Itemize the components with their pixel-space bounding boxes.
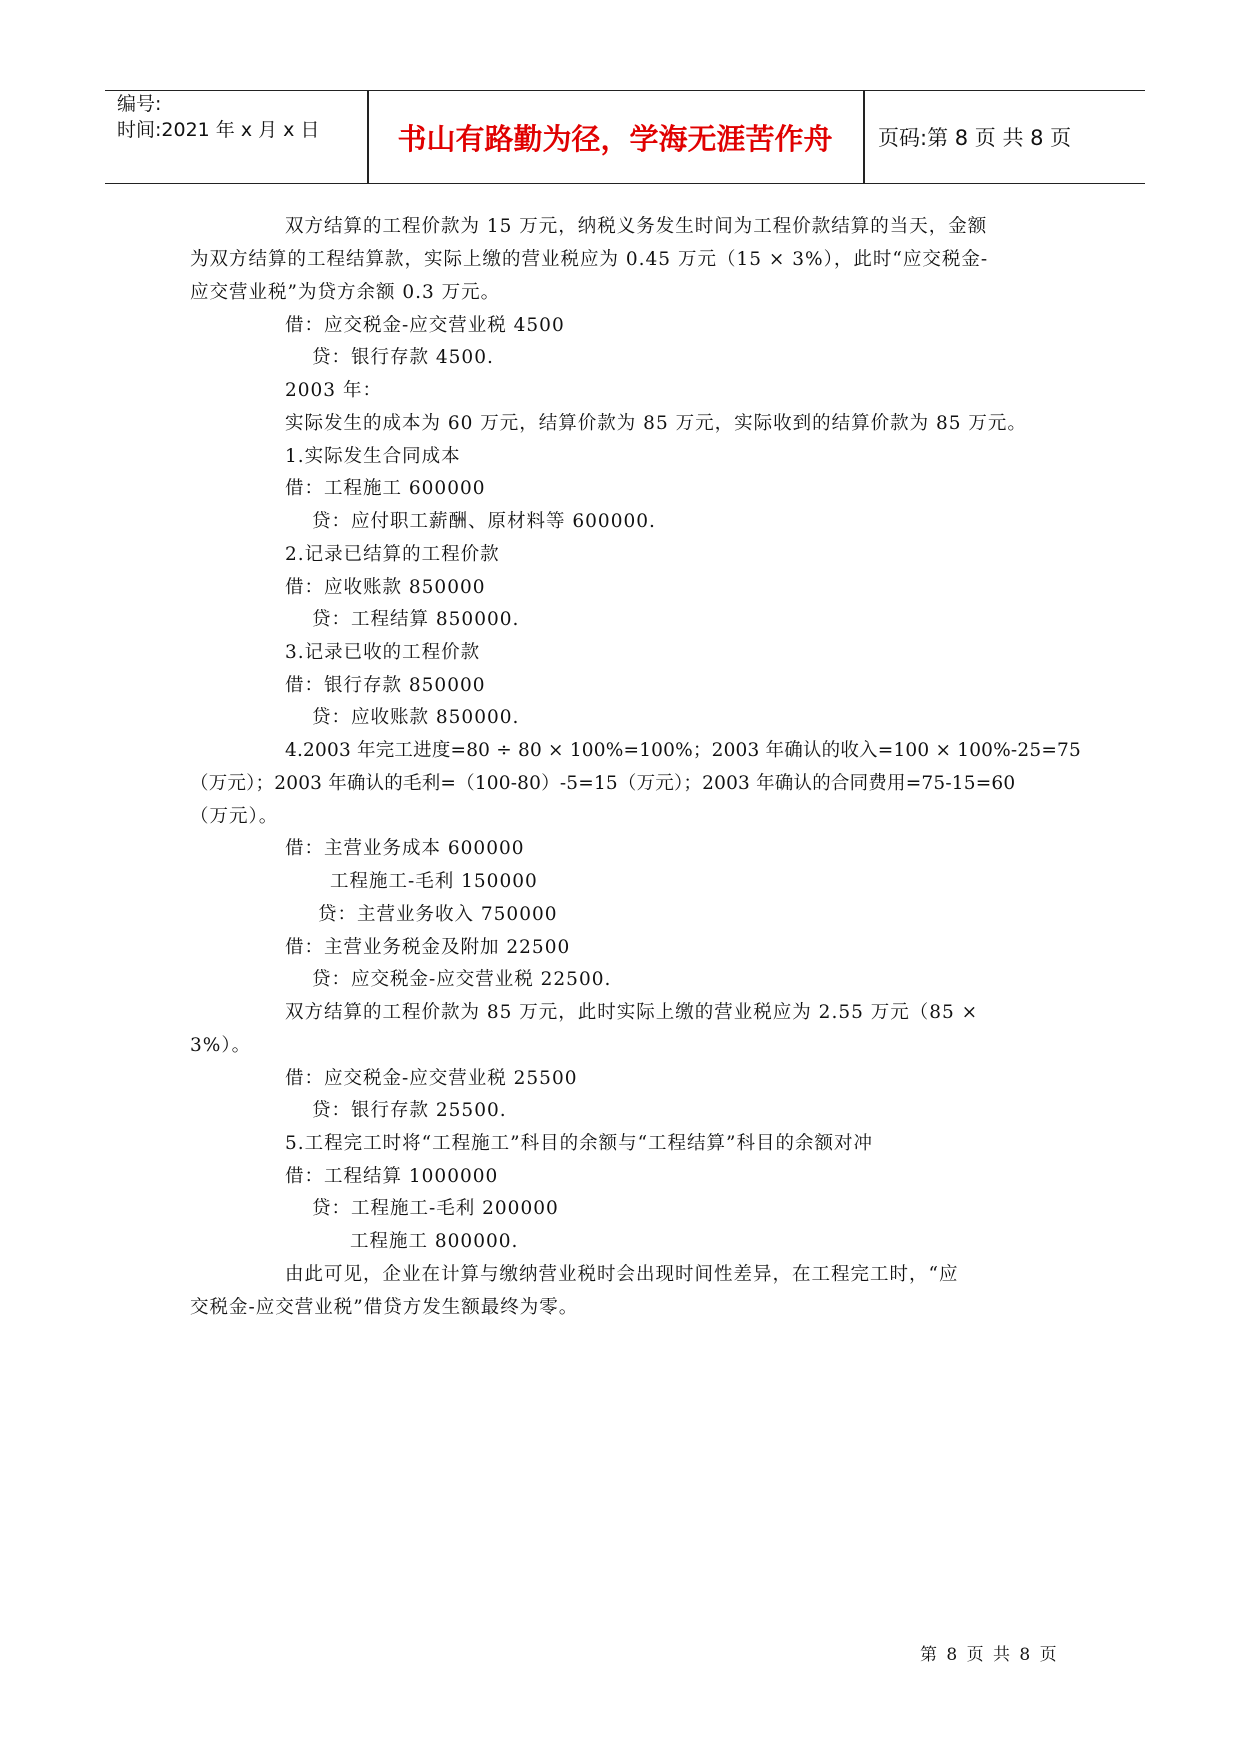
journal-entry-line: 贷：银行存款 4500. xyxy=(312,347,494,368)
paragraph-line: 实际发生的成本为 60 万元，结算价款为 85 万元，实际收到的结算价款为 85 万元。 xyxy=(285,413,1027,434)
page-header xyxy=(105,90,1145,184)
journal-entry-line: 借：主营业务税金及附加 22500 xyxy=(285,937,571,958)
header-motto: 书山有路勤为径，学海无涯苦作舟 xyxy=(397,121,833,156)
journal-entry-line: 贷：银行存款 25500. xyxy=(312,1100,507,1121)
journal-entry-line: 借：工程结算 1000000 xyxy=(285,1166,499,1187)
journal-entry-line: 贷：应收账款 850000. xyxy=(312,707,520,728)
journal-entry-line: 借：应交税金-应交营业税 4500 xyxy=(285,315,565,336)
journal-entry-line: 借：应交税金-应交营业税 25500 xyxy=(285,1068,578,1089)
paragraph-line: 3%）。 xyxy=(190,1035,252,1056)
journal-entry-line: 工程施工 800000. xyxy=(350,1231,519,1252)
journal-entry-line: 借：银行存款 850000 xyxy=(285,675,486,696)
paragraph-line: 应交营业税”为贷方余额 0.3 万元。 xyxy=(190,282,501,303)
journal-entry-line: 贷：应付职工薪酬、原材料等 600000. xyxy=(312,511,656,532)
journal-entry-line: 工程施工-毛利 150000 xyxy=(330,871,538,892)
section-heading: 3.记录已收的工程价款 xyxy=(285,642,481,663)
paragraph-line: 2003 年： xyxy=(285,380,382,401)
journal-entry-line: 贷：工程结算 850000. xyxy=(312,609,520,630)
paragraph-line: （万元）。 xyxy=(190,806,279,827)
paragraph-line: （万元）；2003 年确认的毛利=（100-80）-5=15（万元）；2003 年确认的合同费用=75-15=60 xyxy=(190,773,1016,794)
page-footer-number: 第 8 页 共 8 页 xyxy=(920,1645,1059,1665)
section-heading: 1.实际发生合同成本 xyxy=(285,446,461,467)
journal-entry-line: 贷：工程施工-毛利 200000 xyxy=(312,1198,559,1219)
paragraph-line: 双方结算的工程价款为 15 万元，纳税义务发生时间为工程价款结算的当天，金额 xyxy=(285,216,988,237)
journal-entry-line: 借：应收账款 850000 xyxy=(285,577,486,598)
journal-entry-line: 贷：主营业务收入 750000 xyxy=(318,904,558,925)
document-number-label: 编号: xyxy=(117,93,162,115)
journal-entry-line: 借：工程施工 600000 xyxy=(285,478,486,499)
header-meta xyxy=(117,91,367,183)
journal-entry-line: 贷：应交税金-应交营业税 22500. xyxy=(312,969,612,990)
paragraph-line: 为双方结算的工程结算款，实际上缴的营业税应为 0.45 万元（15 × 3%），此时“应交税金- xyxy=(190,249,989,270)
paragraph-line: 交税金-应交营业税”借贷方发生额最终为零。 xyxy=(190,1297,579,1318)
header-page-info: 页码:第 8 页 共 8 页 xyxy=(878,126,1072,150)
section-heading: 2.记录已结算的工程价款 xyxy=(285,544,500,565)
paragraph-line: 由此可见，企业在计算与缴纳营业税时会出现时间性差异，在工程完工时，“应 xyxy=(285,1264,959,1285)
header-divider-right xyxy=(863,91,865,183)
section-heading: 5.工程完工时将“工程施工”科目的余额与“工程结算”科目的余额对冲 xyxy=(285,1133,873,1154)
document-time-label: 时间:2021 年 x 月 x 日 xyxy=(117,119,320,141)
paragraph-line: 4.2003 年完工进度=80 ÷ 80 × 100%=100%；2003 年确认的收入=100 × 100%-25=75 xyxy=(285,740,1081,761)
journal-entry-line: 借：主营业务成本 600000 xyxy=(285,838,525,859)
paragraph-line: 双方结算的工程价款为 85 万元，此时实际上缴的营业税应为 2.55 万元（85 × xyxy=(285,1002,979,1023)
